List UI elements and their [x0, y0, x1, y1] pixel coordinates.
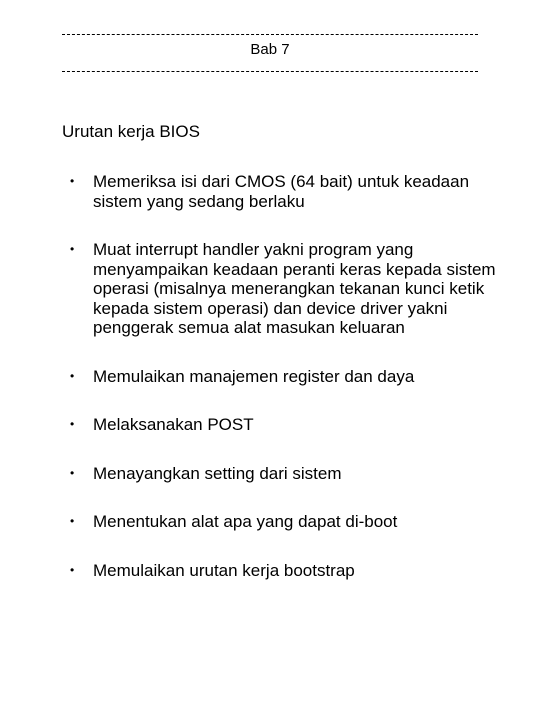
- list-item: [62, 561, 502, 581]
- list-item-text: Memulaikan urutan kerja bootstrap: [93, 560, 355, 580]
- list-item: [62, 367, 502, 387]
- section-title: Urutan kerja BIOS: [62, 122, 200, 141]
- bullet-list: [62, 172, 502, 609]
- list-item-text: Menentukan alat apa yang dapat di-boot: [93, 512, 398, 531]
- bullet-icon: •: [70, 562, 75, 577]
- list-item-text: Melaksanakan POST: [93, 415, 254, 434]
- list-item-text: Memulaikan manajemen register dan daya: [93, 366, 415, 386]
- list-item-text: Memeriksa isi dari CMOS (64 bait) untuk keadaan sistem yang sedang berlaku: [93, 172, 470, 211]
- header-top-dashed-rule: [62, 34, 478, 35]
- list-item: [62, 464, 502, 484]
- list-item: [62, 172, 502, 211]
- bullet-icon: •: [70, 242, 75, 256]
- header-bottom-dashed-rule: [62, 71, 478, 72]
- list-item: [62, 240, 502, 338]
- list-item: [62, 415, 502, 435]
- bullet-icon: •: [70, 417, 75, 431]
- list-item: [62, 512, 502, 532]
- bullet-icon: •: [70, 465, 75, 480]
- list-item-text: Menayangkan setting dari sistem: [93, 463, 342, 483]
- bullet-icon: •: [70, 514, 75, 528]
- chapter-label: Bab 7: [250, 41, 290, 58]
- bullet-icon: •: [70, 174, 75, 188]
- list-item-text: Muat interrupt handler yakni program yang menyampaikan keadaan peranti keras kepada sistem operasi (misalnya menerangkan tekanan kunci ketik kepada sistem operasi) dan device driver yakni penggerak semua alat masukan keluaran: [93, 240, 496, 337]
- bullet-icon: •: [70, 368, 75, 383]
